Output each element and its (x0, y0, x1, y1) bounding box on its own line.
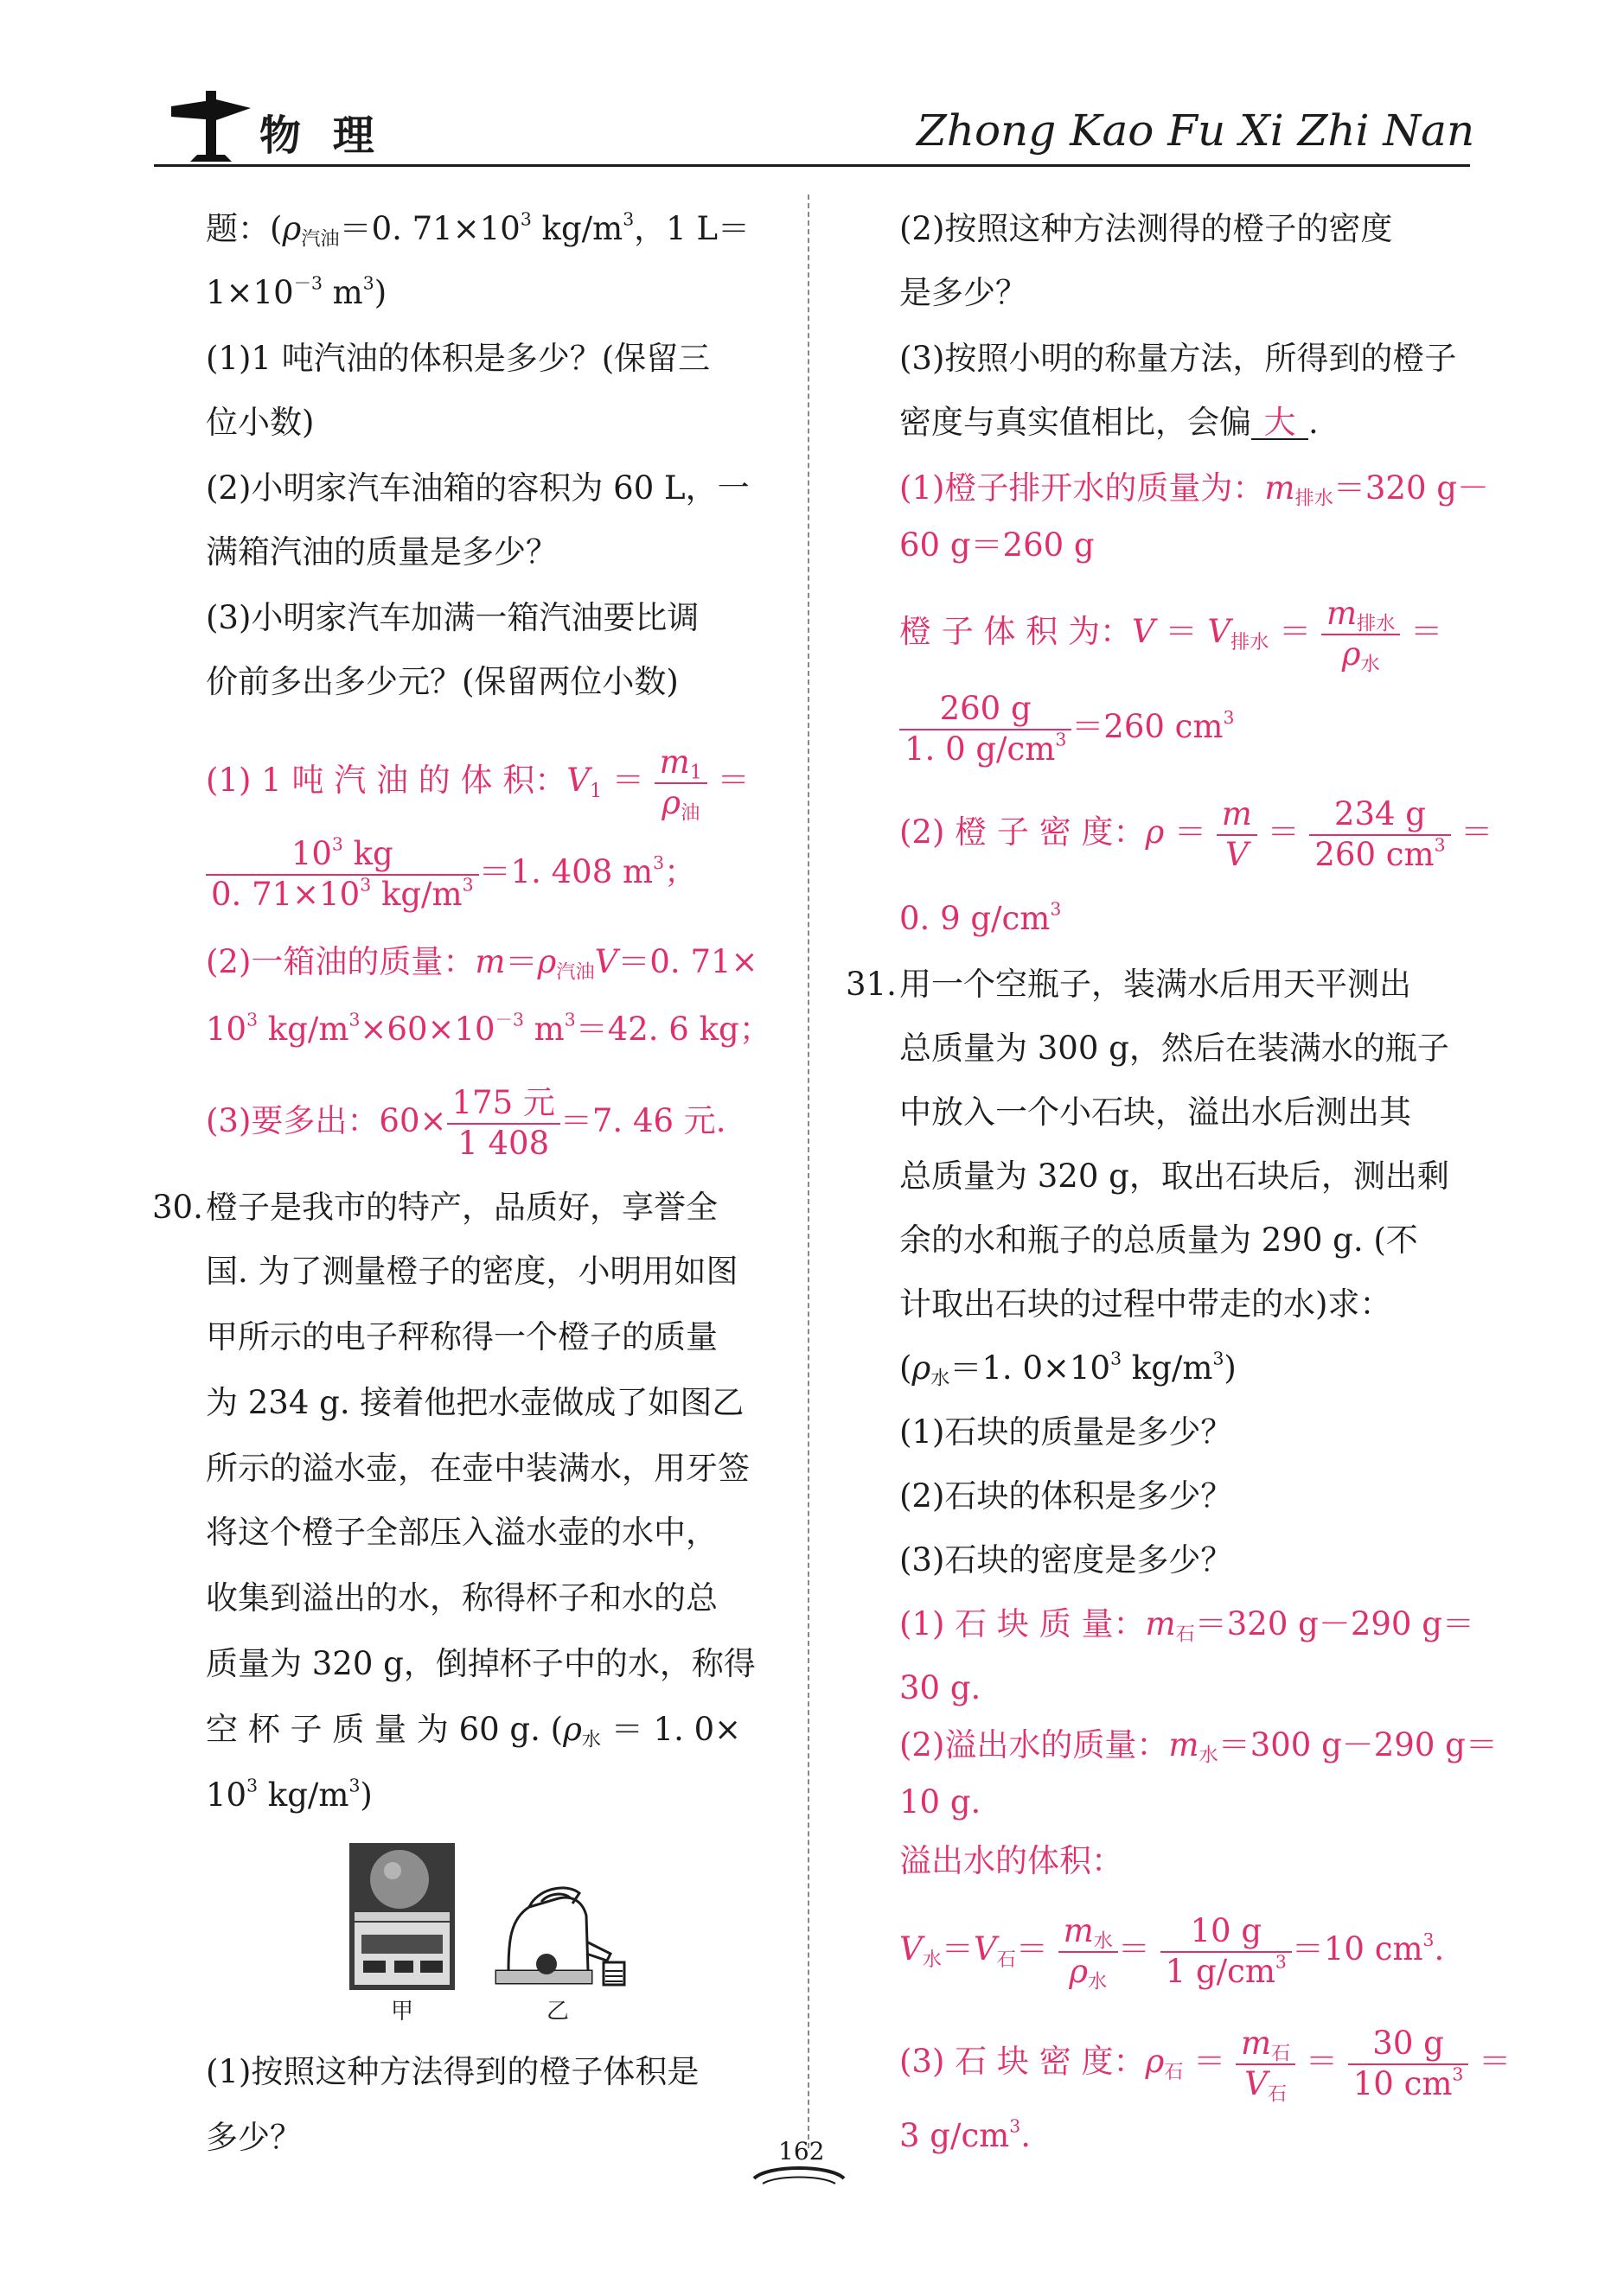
fraction: $\frac{10^3 kg}{0. 71\times 10^3 kg/m^3}$ (206, 837, 479, 912)
ans29-line2: $\frac{10^3 kg}{0. 71\times 10^3 kg/m^3}$ ＝1. 408 $m^3$； (206, 837, 696, 912)
fraction: $\frac{m}{V}$ (1217, 797, 1257, 872)
fraction: $\frac{260 g}{1. 0 g/cm^3}$ (899, 692, 1071, 767)
q29-part3: (3)小明家汽车加满一箱汽油要比调 (206, 599, 700, 636)
overflow-kettle-figure (489, 1881, 628, 1992)
q31-line: 总质量为 300 g，然后在装满水的瓶子 (899, 1030, 1449, 1067)
ans29-line3: (2)一箱油的质量：$m=\rho_{汽油}V=0$. 71× (206, 943, 758, 984)
ans29-line5: (3)要多出：60× $\frac{\text{175 元}}{1 408}$ ＝7. 46 元. (206, 1084, 726, 1162)
ans30-line4: $\frac{260 g}{1. 0 g/cm^3}$ ＝260 $cm^3$ (899, 692, 1234, 767)
fraction: $\frac{30 g}{10 cm^3}$ (1348, 2026, 1469, 2101)
ans31-line2: 30 g. (899, 1669, 981, 1706)
q31-number: 31. (846, 966, 897, 1003)
q30-line: 质量为 320 g，倒掉杯子中的水，称得 (206, 1645, 756, 1682)
q30-line: 国. 为了测量橙子的密度，小明用如图 (206, 1253, 738, 1290)
q30-part2-cont: 是多少？ (899, 274, 1027, 311)
q29-part1-cont: 位小数) (206, 404, 315, 441)
q30-part3: (3)按照小明的称量方法，所得到的橙子 (899, 340, 1457, 377)
ans31-line5: 溢出水的体积： (899, 1842, 1123, 1879)
ans31-line3: (2)溢出水的质量：$m_水=300$ g－290 g＝ (899, 1726, 1498, 1767)
figure-label-jia: 甲 (391, 1999, 414, 2025)
q30-part2: (2)按照这种方法测得的橙子的密度 (899, 210, 1393, 247)
header-rule (154, 164, 1470, 167)
ans29-line1: (1) 1 吨 汽 油 的 体 积：$V_1$ ＝ $\frac{m_1}{\rho_油}$ ＝ (206, 743, 750, 825)
ans31-line1: (1) 石 块 质 量：$m_石=320$ g－290 g＝ (899, 1605, 1474, 1646)
ans31-line7: (3) 石 块 密 度：$\rho_石$ ＝ $\frac{m_石}{V_石}$ ＝ $\frac{30 g}{10 cm^3}$ ＝ (899, 2025, 1512, 2106)
fraction: $\frac{10 g}{1 g/cm^3}$ (1160, 1914, 1292, 1989)
q30-line: 甲所示的电子秤称得一个橙子的质量 (206, 1318, 718, 1355)
header-series: Zhong Kao Fu Xi Zhi Nan (917, 105, 1475, 156)
q31-line: 中放入一个小石块，溢出水后测出其 (899, 1094, 1411, 1131)
fraction: $\frac{m_水}{\rho_水}$ (1058, 1914, 1118, 1989)
fraction: $\frac{\text{175 元}}{1 408}$ (447, 1086, 560, 1161)
q30-part1-cont: 多少？ (206, 2119, 302, 2156)
fraction: $\frac{m_石}{V_石}$ (1236, 2026, 1295, 2101)
ans30-line6: 0. 9 $g/cm^3$ (899, 898, 1062, 937)
q29-part3-cont: 价前多出多少元？(保留两位小数) (206, 663, 679, 700)
q30-line: 将这个橙子全部压入溢水壶的水中， (206, 1514, 718, 1551)
q30-line: 橙子是我市的特产，品质好，享誉全 (206, 1189, 718, 1226)
q29-part1: (1)1 吨汽油的体积是多少？(保留三 (206, 340, 711, 377)
q31-line: ($\rho_水=1$. $0\times 10^3$ $kg/m^3$) (899, 1348, 1237, 1390)
q30-line: 收集到溢出的水，称得杯子和水的总 (206, 1579, 718, 1617)
page-number: 162 (778, 2137, 825, 2165)
q30-line: $10^3$ $kg/m^3$) (206, 1775, 373, 1814)
ans31-line8: 3 $g/cm^3$. (899, 2115, 1031, 2154)
fraction: $\frac{m_1}{\rho_油}$ (655, 745, 707, 820)
header (0, 0, 1598, 173)
q29-line: $1\times 10^{-3}$ $m^3$) (206, 272, 387, 311)
ans31-line4: 10 g. (899, 1783, 981, 1821)
ans30-line1: (1)橙子排开水的质量为：$m_{排水}=320$ g－ (899, 469, 1489, 510)
q29-part2: (2)小明家汽车油箱的容积为 60 L，一 (206, 469, 750, 507)
q29-line: 题：($\rho_{汽油}=0$. $71\times 10^3$ $kg/m^3$，1 L＝ (206, 208, 751, 251)
fraction: $\frac{m_{排水}}{\rho_水}$ (1321, 596, 1400, 672)
signpost-logo-icon (164, 82, 259, 164)
q31-line: 余的水和瓶子的总质量为 290 g. (不 (899, 1221, 1418, 1259)
ans30-line2: 60 g＝260 g (899, 526, 1095, 564)
fraction: $\frac{234 g}{260 cm^3}$ (1309, 797, 1450, 872)
q31-line: 用一个空瓶子，装满水后用天平测出 (899, 966, 1411, 1003)
answer-blank: 大 (1251, 406, 1308, 440)
q30-part3-cont: 密度与真实值相比，会偏 大 . (899, 404, 1319, 441)
q30-number: 30. (152, 1189, 203, 1226)
figure-label-yi: 乙 (547, 1999, 570, 2025)
q29-part2-cont: 满箱汽油的质量是多少？ (206, 533, 558, 571)
q30-line: 所示的溢水壶，在壶中装满水，用牙签 (206, 1450, 750, 1487)
q31-part1: (1)石块的质量是多少？ (899, 1413, 1233, 1451)
column-divider (808, 195, 809, 2148)
ans29-line4: $10^3$ $kg/m^3\times 60\times 10^{-3}$ $m^3=42$. 6 kg； (206, 1009, 771, 1048)
q30-line: 空 杯 子 质 量 为 60 g. ($\rho_水 = 1$. 0× (206, 1711, 742, 1751)
q31-line: 总质量为 320 g，取出石块后，测出剩 (899, 1158, 1449, 1195)
electronic-scale-figure (349, 1843, 455, 1990)
ans31-line6: $V_水=V_石=$ $\frac{m_水}{\rho_水}$ ＝ $\frac{10 g}{1 g/cm^3}$ ＝10 $cm^3$. (899, 1912, 1445, 1993)
q30-line: 为 234 g. 接着他把水壶做成了如图乙 (206, 1384, 745, 1421)
ans30-line5: (2) 橙 子 密 度：ρ ＝ $\frac{m}{V}$ ＝ $\frac{234 g}{260 cm^3}$ ＝ (899, 795, 1493, 873)
q31-line: 计取出石块的过程中带走的水)求： (899, 1285, 1392, 1323)
q31-part2: (2)石块的体积是多少？ (899, 1477, 1233, 1515)
q31-part3: (3)石块的密度是多少？ (899, 1541, 1233, 1578)
header-subject: 物 理 (259, 112, 383, 160)
ans30-line3: 橙 子 体 积 为：$V = V_{排水}$ ＝ $\frac{m_{排水}}{\rho_水}$ ＝ (899, 595, 1443, 676)
q30-part1: (1)按照这种方法得到的橙子体积是 (206, 2053, 700, 2090)
